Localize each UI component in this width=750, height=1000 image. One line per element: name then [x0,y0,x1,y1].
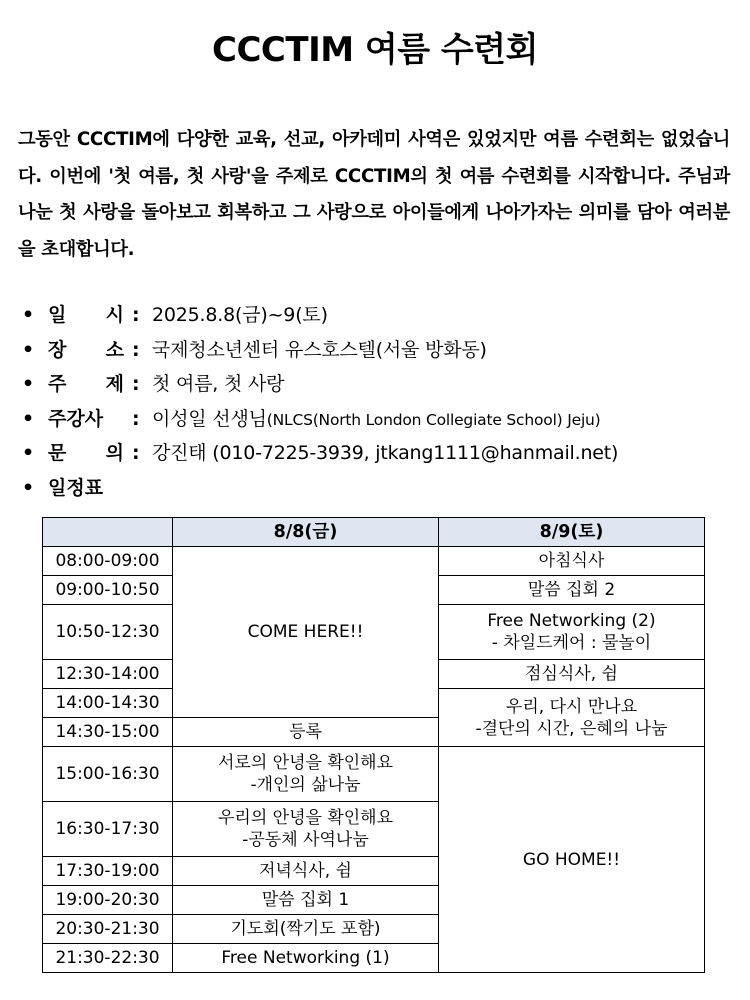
networking2-cell: Free Networking (2) - 차일드케어 : 물놀이 [439,605,705,660]
bullet: • [22,304,35,326]
time-cell: 17:30-19:00 [43,857,173,886]
colon: : [132,407,140,430]
header-day2: 8/9(토) [439,518,705,547]
place-value: 국제청소년센터 유스호스텔(서울 방화동) [152,338,487,361]
session2-cell: 우리의 안녕을 확인해요 -공동체 사역나눔 [173,802,439,857]
theme-label: 주 제 [48,373,124,395]
time-cell: 08:00-09:00 [43,547,173,576]
intro-paragraph: 그동안 CCCTIM에 다양한 교육, 선교, 아카데미 사역은 있었지만 여름 수련회는 없었습니다. 이번에 '첫 여름, 첫 사랑'을 주제로 CCCTIM의 첫 여름 수련회를 시작합니다. 주님과 나눈 첫 사랑을 돌아보고 회복하고 그 사랑으로 아이들에게 나아가자는 의미를 담아 여러분을 초대합니다. [18,129,730,260]
contact-value: 강진태 (010-7225-3939, jtkang1111@hanmail.net) [152,442,619,464]
info-schedule-heading [18,471,738,506]
time-cell: 12:30-14:00 [43,660,173,689]
time-cell: 10:50-12:30 [43,605,173,660]
header-cell-blank [43,518,173,547]
contact-label: 문 의 [48,442,124,464]
date-label: 일 시 [48,304,124,326]
worship1-cell: 말씀 집회 1 [173,886,439,915]
info-date [18,298,738,333]
dinner-cell: 저녁식사, 쉼 [173,857,439,886]
table-row [43,747,705,802]
go-home-cell: GO HOME!! [439,747,705,973]
prayer-cell: 기도회(짝기도 포함) [173,915,439,944]
register-cell: 등록 [173,718,439,747]
lunch-cell: 점심식사, 쉼 [439,660,705,689]
info-theme [18,367,738,402]
info-speaker [18,402,738,437]
worship2-cell: 말씀 집회 2 [439,576,705,605]
info-contact [18,436,738,471]
bullet: • [22,338,35,361]
bullet: • [22,442,35,464]
schedule-label: 일정표 [48,476,104,499]
table-row [43,547,705,576]
date-value: 2025.8.8(금)~9(토) [152,304,328,326]
bullet: • [22,373,35,395]
time-cell: 14:00-14:30 [43,689,173,718]
time-cell: 21:30-22:30 [43,944,173,973]
closing-cell: 우리, 다시 만나요 -결단의 시간, 은혜의 나눔 [439,689,705,747]
place-label: 장 소 [48,338,124,361]
colon: : [132,373,140,395]
speaker-value: 이성일 선생님(NLCS(North London Collegiate School) Jeju) [152,407,601,430]
event-info-list [18,298,738,505]
schedule-table [42,517,705,973]
breakfast-cell: 아침식사 [439,547,705,576]
page-title: CCCTIM 여름 수련회 [212,30,538,70]
theme-value: 첫 여름, 첫 사랑 [152,373,285,395]
info-place [18,333,738,368]
session1-cell: 서로의 안녕을 확인해요 -개인의 삶나눔 [173,747,439,802]
time-cell: 15:00-16:30 [43,747,173,802]
time-cell: 19:00-20:30 [43,886,173,915]
networking1-cell: Free Networking (1) [173,944,439,973]
time-cell: 09:00-10:50 [43,576,173,605]
speaker-label: 주강사 [48,407,104,430]
time-cell: 20:30-21:30 [43,915,173,944]
time-cell: 16:30-17:30 [43,802,173,857]
table-header-row [43,518,705,547]
colon: : [132,304,140,326]
colon: : [132,338,140,361]
header-day1: 8/8(금) [173,518,439,547]
bullet: • [22,476,35,499]
bullet: • [22,407,35,430]
colon: : [132,442,140,464]
come-here-cell: COME HERE!! [173,547,439,718]
time-cell: 14:30-15:00 [43,718,173,747]
